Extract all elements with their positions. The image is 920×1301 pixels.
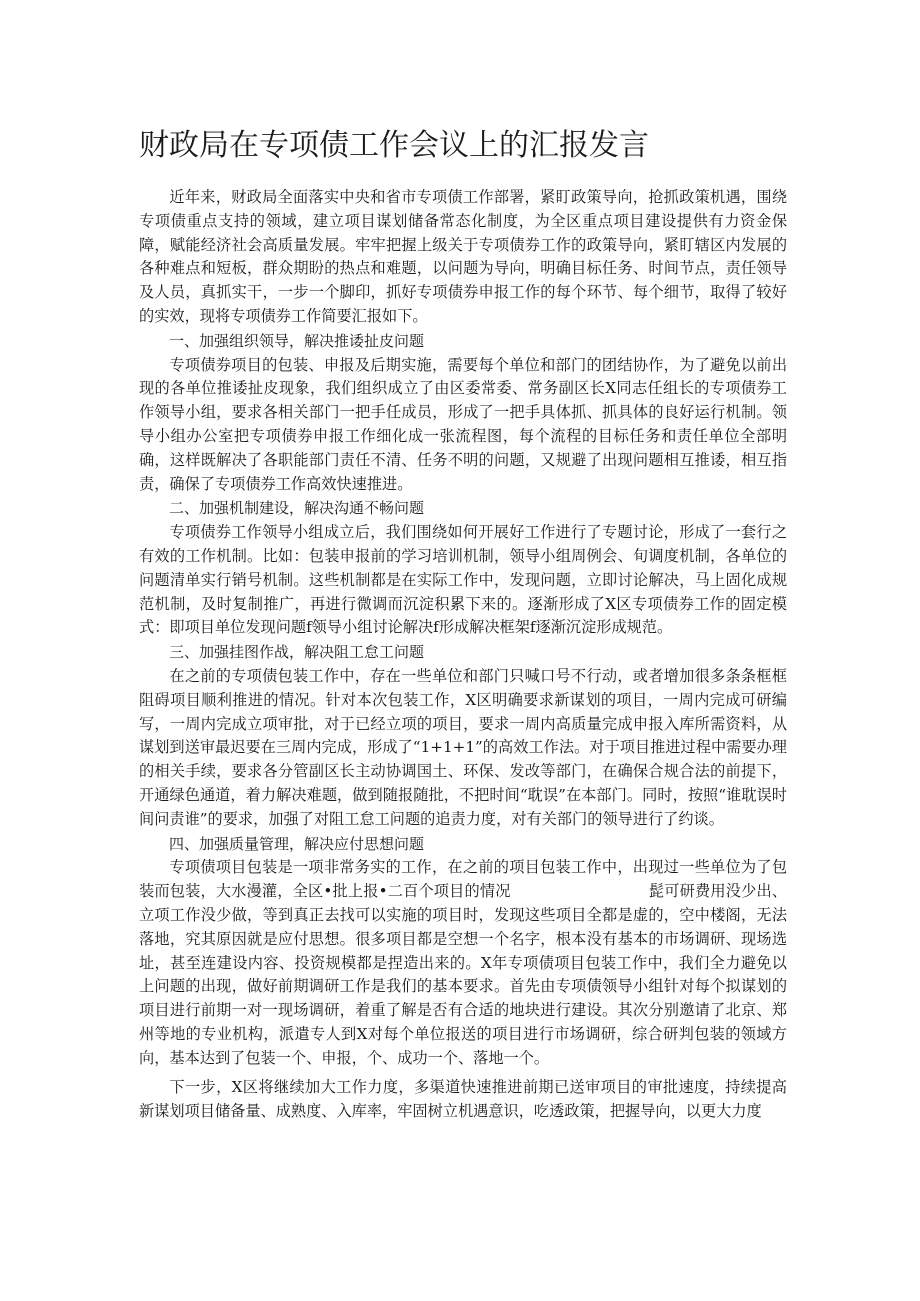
intro-paragraph: 近年来，财政局全面落实中央和省市专项债工作部署，紧盯政策导向，抢抓政策机遇，围绕专项债重点支持的领域，建立项目谋划储备常态化制度，为全区重点项目建设提供有力资金保障，赋能经济社会高质量发展。牢牢把握上级关于专项债券工作的政策导向，紧盯辖区内发展的各种难点和短板，群众期盼的热点和难题，以问题为导向，明确目标任务、时间节点，责任领导及人员，真抓实干，一步一个脚印，抓好专项债券申报工作的每个环节、每个细节，取得了较好的实效，现将专项债券工作简要汇报如下。 bbox=[139, 188, 787, 325]
section-3-heading: 三、加强挂图作战，解决阻工怠工问题 bbox=[169, 643, 425, 662]
section-4-body: 专项债项目包装是一项非常务实的工作，在之前的项目包装工作中，出现过一些单位为了包装而包装，大水漫灌，全区•批上报•二百个项目的情况 髭可研费用没少出、立项工作没少做，等到真正去找可以实施的项目时，发现这些项目全都是虚的，空中楼阁，无法落地，究其原因就是应付思想。很多项目都是空想一个名字，根本没有基本的市场调研、现场选址，甚至连建设内容、投资规模都是捏造出来的。X年专项债项目包装工作中，我们全力避免以上问题的出现，做好前期调研工作是我们的基本要求。首先由专项债领导小组针对每个拟谋划的项目进行前期一对一现场调研，着重了解是否有合适的地块进行建设。其次分别邀请了北京、郑州等地的专业机构，派遣专人到X对每个单位报送的项目进行市场调研，综合研判包装的领域方向，基本达到了包装一个、申报，个、成功一个、落地一个。 bbox=[139, 858, 787, 1067]
document-title: 财政局在专项债工作会议上的汇报发言 bbox=[139, 128, 649, 163]
section-2-body: 专项债券工作领导小组成立后，我们围绕如何开展好工作进行了专题讨论，形成了一套行之有效的工作机制。比如：包装申报前的学习培训机制，领导小组周例会、旬调度机制，各单位的问题清单实行销号机制。这些机制都是在实际工作中，发现问题，立即讨论解决，马上固化成规范机制，及时复制推广，再进行微调而沉淀积累下来的。逐渐形成了X区专项债券工作的固定模式：即项目单位发现问题f领导小组讨论解决f形成解决框架f逐渐沉淀形成规范。 bbox=[139, 523, 787, 637]
section-3-body: 在之前的专项债包装工作中，存在一些单位和部门只喊口号不行动，或者增加很多条条框框阻碍项目顺利推进的情况。针对本次包装工作，X区明确要求新谋划的项目，一周内完成可研编写，一周内完成立项审批，对于已经立项的项目，要求一周内高质量完成申报入库所需资料，从谋划到送审最迟要在三周内完成，形成了“1+1+1”的高效工作法。对于项目推进过程中需要办理的相关手续，要求各分管副区长主动协调国土、环保、发改等部门，在确保合规合法的前提下，开通绿色通道，着力解决难题，做到随报随批，不把时间“耽误”在本部门。同时，按照“谁耽误时间问责谁”的要求，加强了对阻工怠工问题的追责力度，对有关部门的领导进行了约谈。 bbox=[139, 666, 787, 828]
section-1-body: 专项债券项目的包装、申报及后期实施，需要每个单位和部门的团结协作，为了避免以前出现的各单位推诿扯皮现象，我们组织成立了由区委常委、常务副区长X同志任组长的专项债券工作领导小组，要求各相关部门一把手任成员，形成了一把手具体抓、抓具体的良好运行机制。领导小组办公室把专项债券申报工作细化成一张流程图，每个流程的目标任务和责任单位全部明确，这样既解决了各职能部门责任不清、任务不明的问题，又规避了出现问题相互推诿，相互指责，确保了专项债券工作高效快速推进。 bbox=[139, 355, 787, 493]
section-2-heading: 二、加强机制建设，解决沟通不畅问题 bbox=[169, 499, 425, 518]
section-1-heading: 一、加强组织领导，解决推诿扯皮问题 bbox=[169, 331, 425, 350]
closing-paragraph: 下一步，X区将继续加大工作力度，多渠道快速推进前期已送审项目的审批速度，持续提高新谋划项目储备量、成熟度、入库率，牢固树立机遇意识，吃透政策，把握导向，以更大力度 bbox=[139, 1078, 787, 1121]
section-4-heading: 四、加强质量管理，解决应付思想问题 bbox=[169, 834, 425, 853]
document-page bbox=[139, 124, 787, 1124]
